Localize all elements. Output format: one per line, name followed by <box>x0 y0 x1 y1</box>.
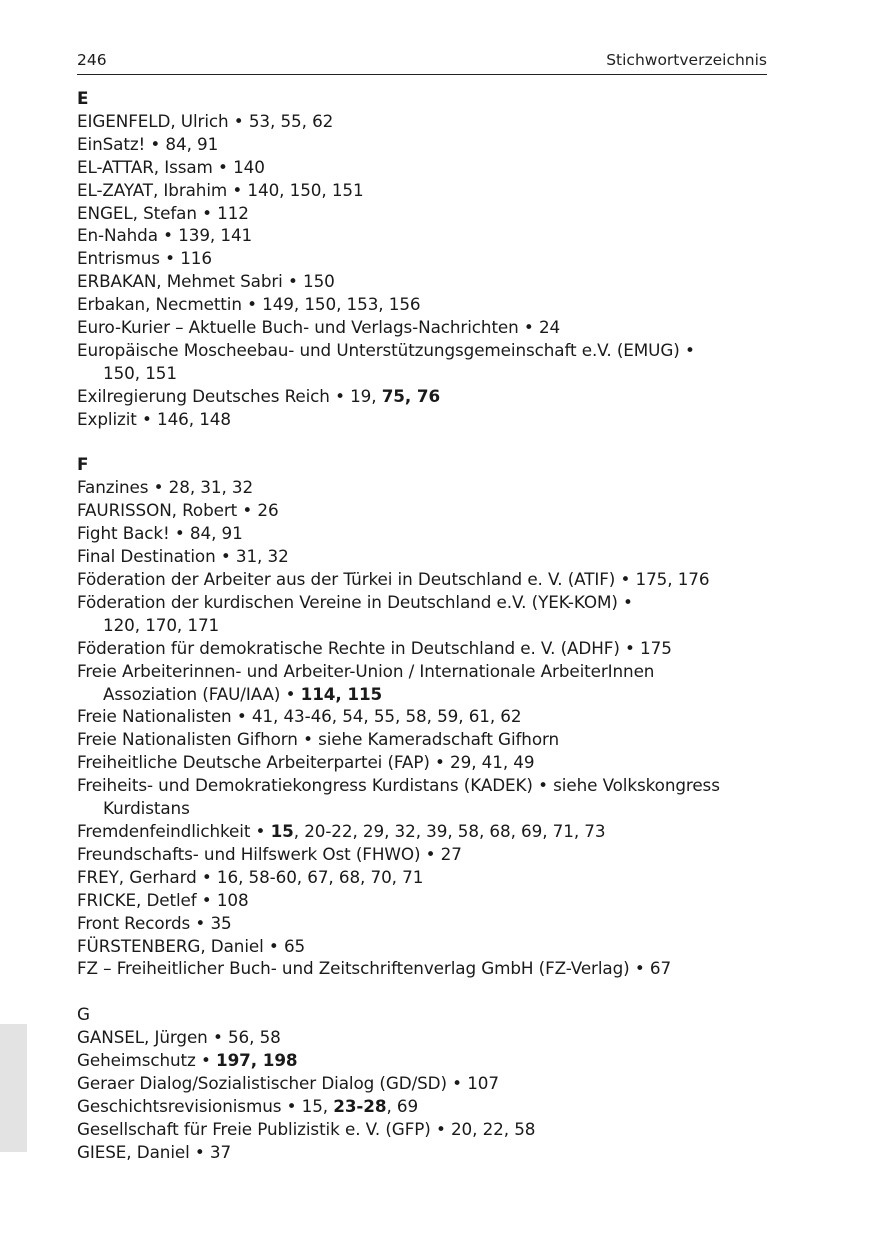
index-entry: FAURISSON, Robert • 26 <box>77 500 279 521</box>
page-number: 246 <box>77 51 107 69</box>
index-entry: EL-ZAYAT, Ibrahim • 140, 150, 151 <box>77 179 364 200</box>
index-entry-continuation: 150, 151 <box>103 362 177 383</box>
index-entry: ERBAKAN, Mehmet Sabri • 150 <box>77 271 335 292</box>
index-entry: Föderation der Arbeiter aus der Türkei in Deutschland e. V. (ATIF) • 175, 176 <box>77 569 710 590</box>
index-entry: Fight Back! • 84, 91 <box>77 523 243 544</box>
index-entry <box>77 385 767 408</box>
index-entry: Föderation für demokratische Rechte in Deutschland e. V. (ADHF) • 175 <box>77 637 672 658</box>
index-entry: Freiheitliche Deutsche Arbeiterpartei (FAP) • 29, 41, 49 <box>77 752 535 773</box>
index-entry-text: Assoziation (FAU/IAA) • <box>103 683 301 704</box>
index-entry <box>77 1049 767 1072</box>
index-entry: GIESE, Daniel • 37 <box>77 1141 232 1162</box>
section-letter-f: F <box>77 454 89 475</box>
index-entry: Freie Nationalisten Gifhorn • siehe Kameradschaft Gifhorn <box>77 729 560 750</box>
index-entry <box>77 1095 767 1118</box>
index-entry: FÜRSTENBERG, Daniel • 65 <box>77 935 306 956</box>
index-entry-text: Exilregierung Deutsches Reich • 19, <box>77 385 382 406</box>
index-entry <box>77 820 767 843</box>
index-entry-continuation: 120, 170, 171 <box>103 614 220 635</box>
index-entry: Front Records • 35 <box>77 912 232 933</box>
index-entry: Entrismus • 116 <box>77 248 212 269</box>
section-spacer <box>77 431 767 454</box>
index-entry: Erbakan, Necmettin • 149, 150, 153, 156 <box>77 294 421 315</box>
index-entry: EIGENFELD, Ulrich • 53, 55, 62 <box>77 110 334 131</box>
index-entry-pages: , 69 <box>386 1095 419 1116</box>
index-body <box>77 87 767 1164</box>
index-entry-bold-pages: 75, 76 <box>381 385 441 406</box>
index-entry: Freie Arbeiterinnen- und Arbeiter-Union / Internationale ArbeiterInnen <box>77 660 655 681</box>
index-entry-text: Fremdenfeindlichkeit • <box>77 820 271 841</box>
index-entry: Fanzines • 28, 31, 32 <box>77 477 254 498</box>
index-entry: Explizit • 146, 148 <box>77 408 231 429</box>
index-entry-text: Geschichtsrevisionismus • 15, <box>77 1095 334 1116</box>
index-entry: ENGEL, Stefan • 112 <box>77 202 249 223</box>
index-entry: Freundschafts- und Hilfswerk Ost (FHWO) • 27 <box>77 843 462 864</box>
index-entry-bold-pages: 23-28 <box>333 1095 387 1116</box>
index-entry: EinSatz! • 84, 91 <box>77 133 219 154</box>
index-entry-text: Geheimschutz • <box>77 1050 216 1071</box>
index-entry-continuation: Kurdistans <box>103 798 190 819</box>
index-entry: Geraer Dialog/Sozialistischer Dialog (GD/SD) • 107 <box>77 1072 499 1093</box>
index-entry-pages: , 20-22, 29, 32, 39, 58, 68, 69, 71, 73 <box>293 820 606 841</box>
section-letter-g: G <box>77 1004 90 1025</box>
running-title: Stichwortverzeichnis <box>606 51 767 69</box>
page-header <box>77 50 767 75</box>
index-entry: Freiheits- und Demokratiekongress Kurdistans (KADEK) • siehe Volkskongress <box>77 775 720 796</box>
index-entry: FZ – Freiheitlicher Buch- und Zeitschriftenverlag GmbH (FZ-Verlag) • 67 <box>77 958 672 979</box>
index-entry-continuation <box>77 683 767 706</box>
index-entry: Gesellschaft für Freie Publizistik e. V. (GFP) • 20, 22, 58 <box>77 1118 536 1139</box>
section-letter-e: E <box>77 88 89 108</box>
index-entry: Freie Nationalisten • 41, 43-46, 54, 55, 58, 59, 61, 62 <box>77 706 522 727</box>
thumb-index-tab <box>0 1024 27 1152</box>
index-entry: Föderation der kurdischen Vereine in Deutschland e.V. (YEK-KOM) • <box>77 591 633 612</box>
index-entry: FRICKE, Detlef • 108 <box>77 889 249 910</box>
index-entry: EL-ATTAR, Issam • 140 <box>77 156 265 177</box>
index-entry: En-Nahda • 139, 141 <box>77 225 253 246</box>
index-entry-bold-pages: 197, 198 <box>216 1050 298 1071</box>
index-entry: Final Destination • 31, 32 <box>77 546 289 567</box>
index-entry-bold-pages: 15 <box>270 820 294 841</box>
index-entry-bold-pages: 114, 115 <box>300 683 383 704</box>
index-entry: Euro-Kurier – Aktuelle Buch- und Verlags-Nachrichten • 24 <box>77 317 561 338</box>
index-entry: Europäische Moscheebau- und Unterstützungsgemeinschaft e.V. (EMUG) • <box>77 339 695 360</box>
index-entry: GANSEL, Jürgen • 56, 58 <box>77 1027 281 1048</box>
section-spacer <box>77 980 767 1003</box>
index-entry: FREY, Gerhard • 16, 58-60, 67, 68, 70, 71 <box>77 866 424 887</box>
